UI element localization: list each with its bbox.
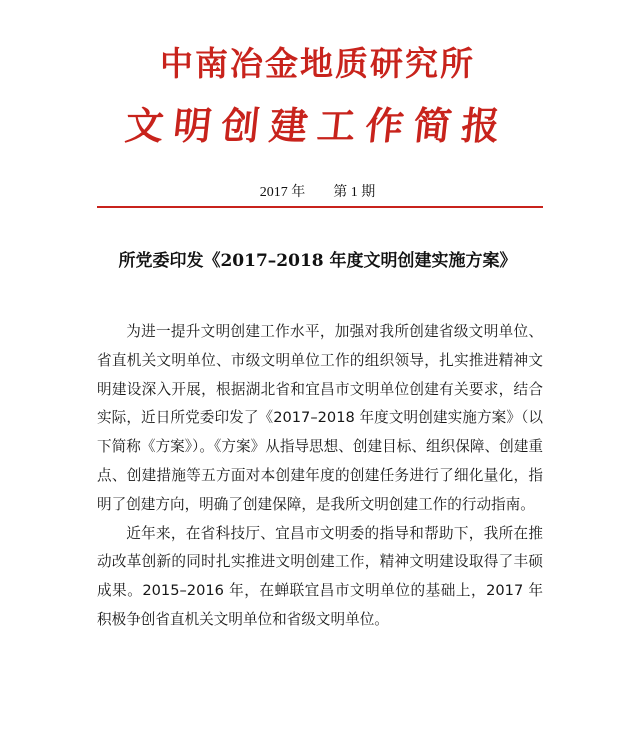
article-paragraph: 为进一提升文明创建工作水平，加强对我所创建省级文明单位、省直机关文明单位、市级文明单位工作的组织领导，扎实推进精神文明建设深入开展，根据湖北省和宜昌市文明单位创建有关要求，结合实际，近日所党委印发了《2017–2018 年度文明创建实施方案》（以下简称《方案》）。《方案》从指导思想、创建目标、组织保障、创建重点、创建措施等五方面对本创建年度的创建任务进行了细化量化，指明了创建方向，明确了创建保障，是我所文明创建工作的行动指南。 <box>97 323 543 513</box>
issue-year: 2017 年 <box>259 185 306 200</box>
article-paragraph: 近年来，在省科技厅、宜昌市文明委的指导和帮助下，我所在推动改革创新的同时扎实推进文明创建工作，精神文明建设取得了丰硕成果。2015–2016 年，在蝉联宜昌市文明单位的基础上，2017 年积极争创省直机关文明单位和省级文明单位。 <box>97 524 543 628</box>
organization-name: 中南冶金地质研究所 <box>160 44 475 83</box>
article-headline: 所党委印发《2017–2018 年度文明创建实施方案》 <box>118 251 517 271</box>
issue-line <box>0 184 635 202</box>
article-body <box>97 318 543 635</box>
masthead-divider <box>97 206 543 208</box>
bulletin-title: 文明创建工作简报 <box>123 104 512 148</box>
issue-number: 第 1 期 <box>333 185 376 200</box>
